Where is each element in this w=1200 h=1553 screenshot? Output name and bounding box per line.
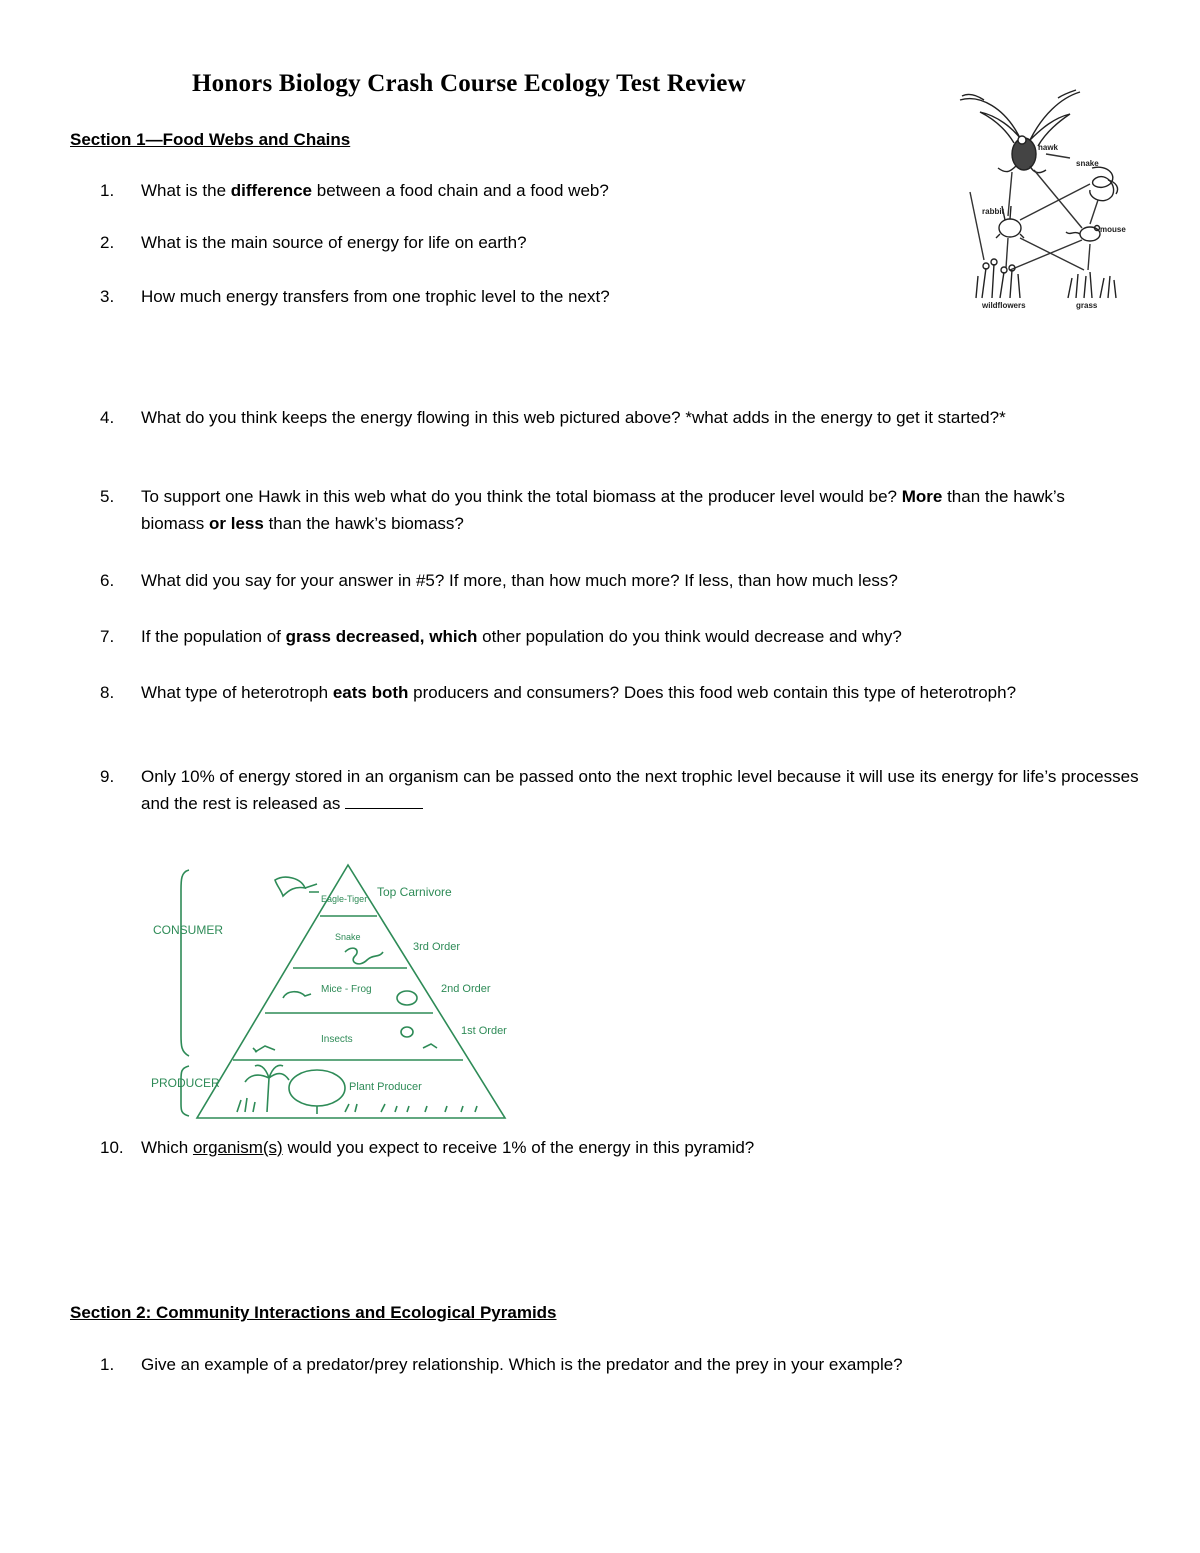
insect-drawing <box>401 1027 413 1037</box>
question-text <box>141 1134 1140 1161</box>
question-segment: What did you say for your answer in #5? If more, than how much more? If less, than how much less? <box>141 571 898 590</box>
question-text <box>141 623 1140 650</box>
question-segment: producers and consumers? Does this food web contain this type of heterotroph? <box>408 683 1017 702</box>
question-segment: between a food chain and a food web? <box>312 181 609 200</box>
question-number: 3. <box>100 287 115 306</box>
question-text <box>141 1351 1140 1378</box>
insect-drawing <box>423 1044 437 1048</box>
hawk-drawing <box>960 90 1080 173</box>
tier-outer-label: Top Carnivore <box>377 885 452 899</box>
section-2-question-1 <box>100 1351 1140 1378</box>
energy-pyramid-illustration <box>145 860 530 1125</box>
mouse-label: mouse <box>1100 225 1126 234</box>
question-9 <box>100 763 1145 817</box>
question-segment: Only 10% of energy stored in an organism can be passed onto the next trophic level because it will use its energy for life’s processes and the rest is released as <box>141 767 1139 813</box>
question-number: 4. <box>100 408 115 427</box>
question-segment: What is the <box>141 181 231 200</box>
question-segment: Give an example of a predator/prey relationship. Which is the predator and the prey in your example? <box>141 1355 903 1374</box>
question-segment: To support one Hawk in this web what do you think the total biomass at the producer level would be? <box>141 487 902 506</box>
question-segment: Which <box>141 1138 193 1157</box>
question-text <box>141 567 1140 594</box>
question-8 <box>100 679 1060 706</box>
answer-blank <box>345 793 423 809</box>
question-segment: What type of heterotroph <box>141 683 333 702</box>
grass-drawing <box>1068 272 1116 298</box>
insect-drawing <box>253 1046 275 1052</box>
question-number: 6. <box>100 571 115 590</box>
question-segment: What is the main source of energy for life on earth? <box>141 233 527 252</box>
bold-text: More <box>901 487 943 506</box>
question-number: 1. <box>100 1355 115 1374</box>
question-number: 5. <box>100 487 115 506</box>
wildflowers-label: wildflowers <box>982 301 1026 310</box>
shrub-drawing <box>289 1070 345 1106</box>
wildflowers-drawing <box>976 259 1020 298</box>
rabbit-label: rabbit <box>982 207 1005 216</box>
hawk-label: hawk <box>1038 143 1059 152</box>
tier-inner-label: Insects <box>321 1034 353 1045</box>
question-text <box>141 679 1060 706</box>
question-6 <box>100 567 1140 594</box>
palm-tree-drawing <box>245 1065 289 1112</box>
grass-label: grass <box>1076 301 1098 310</box>
question-segment: How much energy transfers from one trophic level to the next? <box>141 287 610 306</box>
question-segment: than the hawk’s biomass? <box>263 514 464 533</box>
snake-drawing <box>1090 167 1118 200</box>
question-7 <box>100 623 1140 650</box>
tier-inner-label: Eagle-Tiger <box>321 894 368 904</box>
question-4 <box>100 404 1080 431</box>
question-segment: If the population of <box>141 627 286 646</box>
question-10 <box>100 1134 1140 1161</box>
question-number: 1. <box>100 181 115 200</box>
mouse-drawing <box>1066 226 1100 242</box>
question-number: 7. <box>100 627 115 646</box>
consumer-brace <box>181 870 189 1056</box>
tier-inner-label: Plant Producer <box>349 1081 422 1093</box>
bold-text: difference <box>230 181 313 200</box>
tier-inner-label: Mice - Frog <box>321 984 372 995</box>
tier-outer-label: 1st Order <box>461 1025 507 1037</box>
question-number: 10. <box>100 1138 124 1157</box>
question-number: 8. <box>100 683 115 702</box>
food-web-illustration <box>950 88 1140 313</box>
tier-outer-label: 2nd Order <box>441 983 491 995</box>
question-text <box>141 763 1145 817</box>
question-number: 9. <box>100 767 115 786</box>
question-text <box>141 404 1080 431</box>
grass-drawing <box>237 1098 477 1112</box>
eagle-drawing <box>275 877 305 896</box>
section-1-heading: Section 1—Food Webs and Chains <box>70 130 351 149</box>
tier-outer-label: 3rd Order <box>413 941 461 953</box>
question-5 <box>100 483 1100 537</box>
snake-drawing <box>345 948 383 964</box>
frog-drawing <box>397 991 417 1005</box>
tier-inner-label: Snake <box>335 932 361 942</box>
question-number: 2. <box>100 233 115 252</box>
producer-brace <box>181 1066 189 1116</box>
question-segment: than the hawk’s biomass <box>141 487 1065 533</box>
page-title: Honors Biology Crash Course Ecology Test Review <box>192 70 746 97</box>
bold-text: grass decreased, which <box>285 627 478 646</box>
consumer-label: CONSUMER <box>153 923 224 937</box>
snake-label: snake <box>1076 159 1099 168</box>
underlined-text: organism(s) <box>192 1138 283 1157</box>
bold-text: eats both <box>332 683 409 702</box>
question-segment: would you expect to receive 1% of the energy in this pyramid? <box>282 1138 755 1157</box>
producer-label: PRODUCER <box>151 1076 220 1090</box>
question-segment: What do you think keeps the energy flowing in this web pictured above? *what adds in the energy to get it started?* <box>141 408 1006 427</box>
question-text <box>141 483 1100 537</box>
section-2-heading: Section 2: Community Interactions and Ecological Pyramids <box>70 1303 557 1322</box>
question-segment: other population do you think would decrease and why? <box>477 627 902 646</box>
mouse-drawing <box>283 992 311 998</box>
bold-text: or less <box>209 514 264 533</box>
